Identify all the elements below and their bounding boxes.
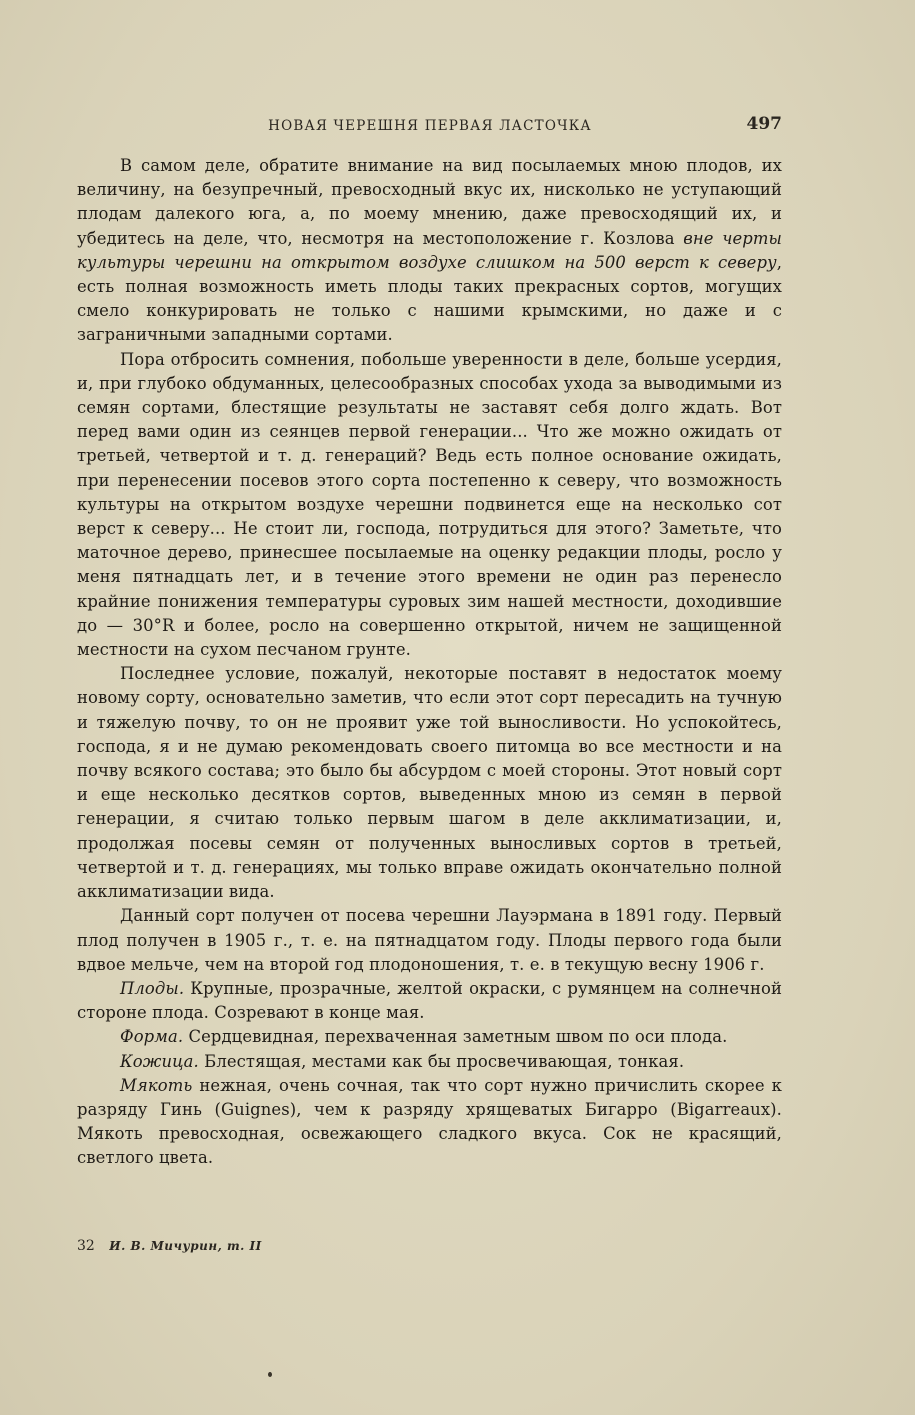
running-title: НОВАЯ ЧЕРЕШНЯ ПЕРВАЯ ЛАСТОЧКА bbox=[268, 118, 592, 134]
paragraph-3: Последнее условие, пожалуй, некоторые поставят в недостаток моему новому сорту, основательно заметив, что если этот сорт пересадить на тучную и тяжелую почву, то он не проявит уже той выносливости. Но успокойтесь, господа, я и не думаю рекомендовать своего питомца во все местности и на почву всякого состава; это было бы абсурдом с моей стороны. Этот новый сорт и еще несколько десятков сортов, выведенных мною из семян в первой генерации, я считаю только первым шагом в деле акклиматизации, и, продолжая посевы семян от полученных выносливых сортов в третьей, четвертой и т. д. генерациях, мы только вправе ожидать окончательно полной акклиматизации вида. bbox=[77, 664, 782, 902]
paragraph-skin bbox=[77, 1050, 782, 1074]
page-number: 497 bbox=[746, 114, 782, 134]
source-reference: И. В. Мичурин, т. II bbox=[109, 1239, 262, 1253]
paragraph-flesh bbox=[77, 1074, 782, 1171]
paragraph-1-emphasis: вне черты культуры черешни на открытом воздухе слишком на 500 верст к северу bbox=[77, 228, 782, 272]
flesh-text: нежная, очень сочная, так что сорт нужно причислить скорее к разряду Гинь (Guignes), чем к разряду хрящеватых Бигарро (Bigarreaux). Мякоть превосходная, освежающего сладкого вкуса. Сок не красящий, светлого цвета. bbox=[77, 1075, 782, 1168]
skin-label: Кожица. bbox=[120, 1051, 199, 1071]
paragraph-2: Пора отбросить сомнения, побольше уверенности в деле, больше усердия, и, при глубоко обдуманных, целесообразных способах ухода за выводимыми из семян сортами, блестящие результаты не заставят себя долго ждать. Вот перед вами один из сеянцев первой генерации... Что же можно ожидать от третьей, четвертой и т. д. генераций? Ведь есть полное основание ожидать, при перенесении посевов этого сорта постепенно к северу, что возможность культуры на открытом воздухе черешни подвинется еще на несколько сот верст к северу... Не стоит ли, господа, потрудиться для этого? Заметьте, что маточное дерево, принесшее посылаемые на оценку редакции плоды, росло у меня пятнадцать лет, и в течение этого времени не один раз перенесло крайние понижения температуры суровых зим нашей местности, доходившие до — 30°R и более, росло на совершенно открытой, ничем не защищенной местности на сухом песчаном грунте. bbox=[77, 349, 782, 660]
running-head bbox=[78, 114, 782, 136]
paragraph-fruits bbox=[77, 977, 782, 1025]
paragraph-1-text-c: , есть полная возможность иметь плоды таких прекрасных сортов, могущих смело конкурировать не только с нашими крымскими, но даже и с заграничными западными сортами. bbox=[77, 252, 782, 345]
body-text bbox=[77, 154, 782, 1171]
shape-label: Форма. bbox=[120, 1027, 184, 1047]
shape-text: Сердцевидная, перехваченная заметным швом по оси плода. bbox=[183, 1027, 728, 1047]
paragraph-1 bbox=[77, 154, 782, 348]
footer-signature bbox=[77, 1238, 262, 1254]
paragraph-1-text-a: В самом деле, обратите внимание на вид посылаемых мною плодов, их величину, на безупречный, превосходный вкус их, нисколько не уступающий плодам далекого юга, а, по моему мнению, даже превосходящий их, и убедитесь на деле, что, несмотря на местоположение г. Козлова bbox=[77, 156, 782, 248]
paragraph-shape bbox=[77, 1025, 782, 1049]
print-speck bbox=[268, 1372, 272, 1377]
fruits-text: Крупные, прозрачные, желтой окраски, с румянцем на солнечной стороне плода. Созревают в конце мая. bbox=[77, 978, 782, 1023]
paragraph-4: Данный сорт получен от посева черешни Лауэрмана в 1891 году. Первый плод получен в 1905 г., т. е. на пятнадцатом году. Плоды первого года были вдвое мельче, чем на второй год плодоношения, т. е. в текущую весну 1906 г. bbox=[77, 906, 782, 974]
signature-number: 32 bbox=[77, 1238, 95, 1254]
fruits-label: Плоды. bbox=[120, 978, 185, 998]
skin-text: Блестящая, местами как бы просвечивающая, тонкая. bbox=[198, 1051, 685, 1071]
flesh-label: Мякоть bbox=[120, 1075, 193, 1095]
